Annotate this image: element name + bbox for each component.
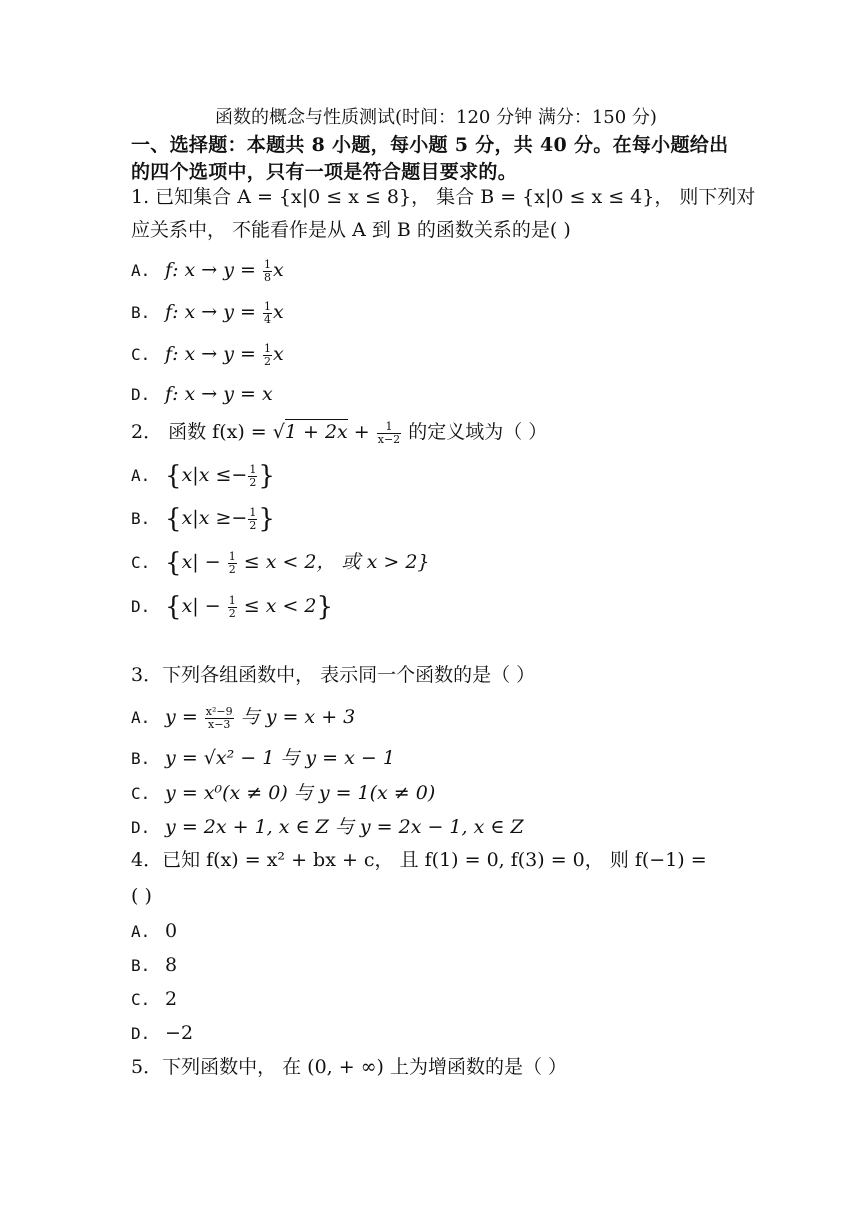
option-expr-pre: f: x → y = (165, 259, 262, 281)
brace-close: } (258, 461, 275, 491)
fraction-denominator: 4 (263, 312, 271, 326)
option-label: B. (131, 509, 151, 528)
q3-option-d (131, 815, 524, 840)
option-expr-post: ≤ x < 2， 或 x > 2} (237, 551, 430, 573)
page-title: 函数的概念与性质测试(时间：120 分钟 满分：150 分) (215, 107, 657, 128)
option-expr-pre: f: x → y = (165, 343, 262, 365)
fraction-denominator: 2 (249, 475, 257, 489)
q2-option-c (131, 550, 430, 576)
fraction (228, 551, 237, 576)
q3-option-b (131, 746, 395, 771)
q2-option-b (131, 506, 275, 532)
option-expr-post: x (272, 259, 284, 281)
option-label: D. (131, 597, 151, 616)
option-expr-pre: x| − (181, 551, 227, 573)
fraction-denominator: 8 (263, 270, 271, 284)
fraction (263, 259, 272, 284)
q4-option-a (131, 919, 177, 944)
fraction (263, 343, 272, 368)
fraction-denominator: 2 (228, 562, 236, 576)
q1-option-b (131, 300, 284, 326)
question-1-line2: 应关系中， 不能看作是从 A 到 B 的函数关系的是( ) (131, 219, 571, 241)
question-4-line2: ( ) (131, 885, 152, 907)
q2-radicand: 1 + 2x (284, 421, 348, 443)
option-expr: y = x⁰(x ≠ 0) 与 y = 1(x ≠ 0) (165, 782, 436, 804)
q4-option-d (131, 1021, 193, 1046)
option-expr: −2 (165, 1022, 194, 1044)
fraction (263, 301, 272, 326)
option-label: C. (131, 784, 151, 803)
fraction-denominator: 2 (263, 354, 271, 368)
brace-close: } (316, 592, 334, 622)
q1-option-a (131, 258, 284, 284)
fraction-denominator: 2 (249, 518, 257, 532)
brace-open: { (165, 461, 182, 491)
option-expr: 2 (165, 988, 178, 1010)
fraction (205, 706, 234, 731)
option-expr: f: x → y = x (165, 383, 273, 405)
option-expr-post: ≤ x < 2 (237, 595, 317, 617)
brace-open: { (165, 592, 182, 622)
option-label: D. (131, 385, 151, 404)
section-heading-line1: 一、选择题：本题共 8 小题，每小题 5 分，共 40 分。在每小题给出 (131, 134, 729, 156)
option-expr: y = √x² − 1 与 y = x − 1 (165, 747, 395, 769)
fraction (248, 507, 257, 532)
q3-option-a (131, 705, 355, 731)
option-label: A. (131, 922, 151, 941)
q1-option-c (131, 342, 284, 368)
fraction (377, 421, 401, 446)
question-2-line1 (131, 420, 547, 446)
option-expr-post: x (272, 343, 284, 365)
option-label: A. (131, 261, 151, 280)
option-expr-pre: x|x ≥− (181, 507, 248, 529)
q2-text-post: 的定义域为（ ） (402, 421, 548, 443)
option-label: D. (131, 1024, 151, 1043)
fraction-numerator: 1 (263, 341, 271, 355)
q2-text-pre: 2． 函数 f(x) = √ (131, 421, 285, 443)
option-expr-pre: x|x ≤− (181, 464, 248, 486)
option-expr: 8 (165, 954, 178, 976)
question-3-line1: 3．下列各组函数中， 表示同一个函数的是（ ） (131, 664, 536, 686)
q2-option-d (131, 594, 333, 620)
fraction (228, 595, 237, 620)
question-4-line1: 4．已知 f(x) = x² + bx + c， 且 f(1) = 0, f(3) = 0， 则 f(−1) = (131, 849, 707, 871)
q4-option-c (131, 987, 177, 1012)
option-expr-post: x (272, 301, 284, 323)
option-label: C. (131, 553, 151, 572)
brace-open: { (165, 504, 182, 534)
q1-option-d (131, 382, 273, 407)
q2-plus: + (347, 421, 376, 443)
option-expr: y = 2x + 1, x ∈ Z 与 y = 2x − 1, x ∈ Z (165, 816, 524, 838)
q4-option-b (131, 953, 177, 978)
fraction-numerator: 1 (249, 505, 257, 519)
option-expr: 0 (165, 920, 178, 942)
fraction-numerator: x²−9 (205, 704, 233, 718)
section-heading-line2: 的四个选项中，只有一项是符合题目要求的。 (131, 161, 518, 183)
brace-close: } (258, 504, 275, 534)
fraction-numerator: 1 (228, 549, 236, 563)
option-expr-pre: y = (165, 706, 204, 728)
brace-open: { (165, 548, 182, 578)
fraction-numerator: 1 (249, 462, 257, 476)
fraction-denominator: x−3 (207, 717, 231, 731)
option-label: A. (131, 466, 151, 485)
option-expr-pre: f: x → y = (165, 301, 262, 323)
question-5-line1: 5．下列函数中， 在 (0, + ∞) 上为增函数的是（ ） (131, 1056, 568, 1078)
option-label: A. (131, 708, 151, 727)
fraction-numerator: 1 (263, 257, 271, 271)
fraction-numerator: 1 (263, 299, 271, 313)
option-label: C. (131, 990, 151, 1009)
fraction-denominator: 2 (228, 606, 236, 620)
fraction (248, 464, 257, 489)
fraction-denominator: x−2 (377, 432, 401, 446)
option-label: B. (131, 749, 151, 768)
fraction-numerator: 1 (228, 593, 236, 607)
option-label: B. (131, 956, 151, 975)
fraction-numerator: 1 (377, 421, 401, 434)
q3-option-c (131, 781, 435, 806)
option-label: D. (131, 818, 151, 837)
option-label: B. (131, 303, 151, 322)
option-expr-pre: x| − (181, 595, 227, 617)
option-label: C. (131, 345, 151, 364)
q2-option-a (131, 463, 275, 489)
question-1-line1: 1. 已知集合 A = {x|0 ≤ x ≤ 8}， 集合 B = {x|0 ≤ x ≤ 4}， 则下列对 (131, 186, 756, 208)
option-expr-post: 与 y = x + 3 (234, 706, 356, 728)
